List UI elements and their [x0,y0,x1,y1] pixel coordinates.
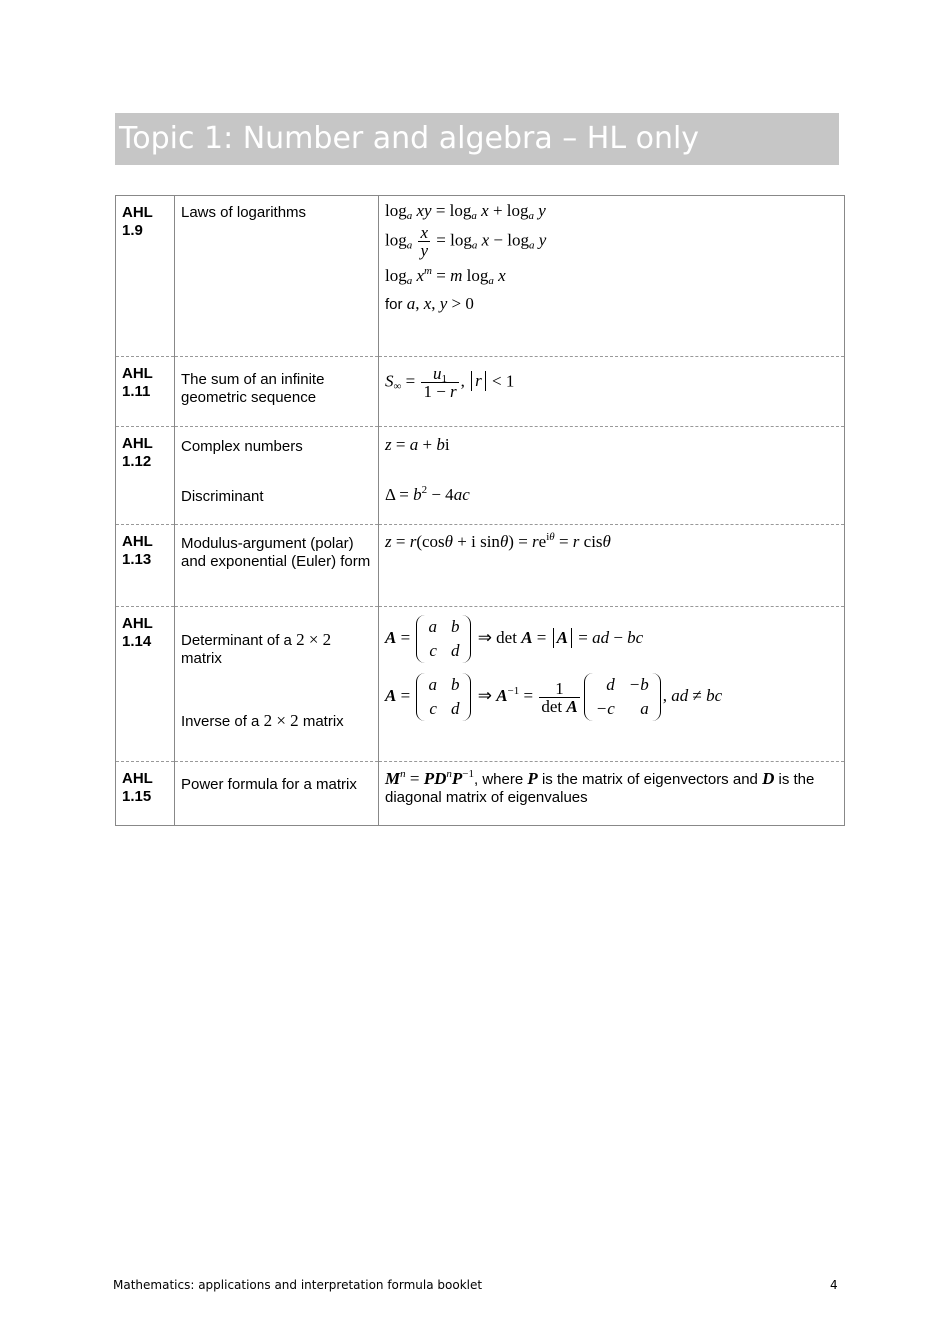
table-row [116,196,845,357]
row-formula [379,525,845,607]
row-label: Determinant of a 2 × 2 matrix Inverse of a 2 × 2 matrix [175,607,379,762]
row-reference: AHL 1.12 [116,427,175,525]
footer-title: Mathematics: applications and interpretation formula booklet [113,1278,483,1292]
infinite-sum-formula: $S_\infty$ = $\frac{u_1}{1 - r}$ , r < 1 [385,364,515,401]
row-reference: AHL 1.11 [116,357,175,427]
formula-table [115,195,845,826]
row-formula [379,607,845,762]
row-reference: AHL 1.15 [116,762,175,826]
row-label: Power formula for a matrix [175,762,379,826]
row-label: Laws of logarithms [175,196,379,357]
inverse-formula: A = a b c d ⇒ $A^{-1}$ = $\frac{1}{\text{det A}}$ d −b −c a , ad ≠ bc [385,673,838,721]
row-label: The sum of an infinite geometric sequence [175,357,379,427]
log-power-formula: $\log_a x^m = m$ $\log_a x$ [385,265,506,287]
discriminant-formula: $\Delta = b^2 - 4ac$ [385,484,470,504]
topic-banner: Topic 1: Number and algebra – HL only [115,113,839,165]
row-label: Complex numbers Discriminant [175,427,379,525]
complex-number-formula: z = a + bi [385,435,450,454]
table-row [116,607,845,762]
table-row [116,357,845,427]
matrix-power-formula: $M^n = PD^nP^{-1}$, where P is the matrix of eigenvectors and D is the diagonal matrix of eigenvalues [385,768,815,806]
determinant-formula: A = a b c d ⇒ det A = A = ad − bc [385,615,838,663]
row-reference: AHL 1.14 [116,607,175,762]
polar-form-formula: z = r(cosθ + i $\sin\theta) = re^{i\theta} = r$ cisθ [385,531,611,551]
row-reference: AHL 1.13 [116,525,175,607]
row-reference: AHL 1.9 [116,196,175,357]
page-number: 4 [830,1278,838,1292]
row-formula [379,196,845,357]
row-formula [379,357,845,427]
row-formula [379,762,845,826]
table-row [116,427,845,525]
log-product-formula: $\log_a$ xy = $\log_a x + \log_a y$ [385,201,546,222]
row-label: Modulus-argument (polar) and exponential (Euler) form [175,525,379,607]
table-row [116,762,845,826]
row-formula [379,427,845,525]
log-condition: for a, x, y > 0 [385,294,474,313]
table-row [116,525,845,607]
log-quotient-formula: $\log_a$ $\frac{x}{y}$ = $\log_a x - \log_a y$ [385,223,547,260]
